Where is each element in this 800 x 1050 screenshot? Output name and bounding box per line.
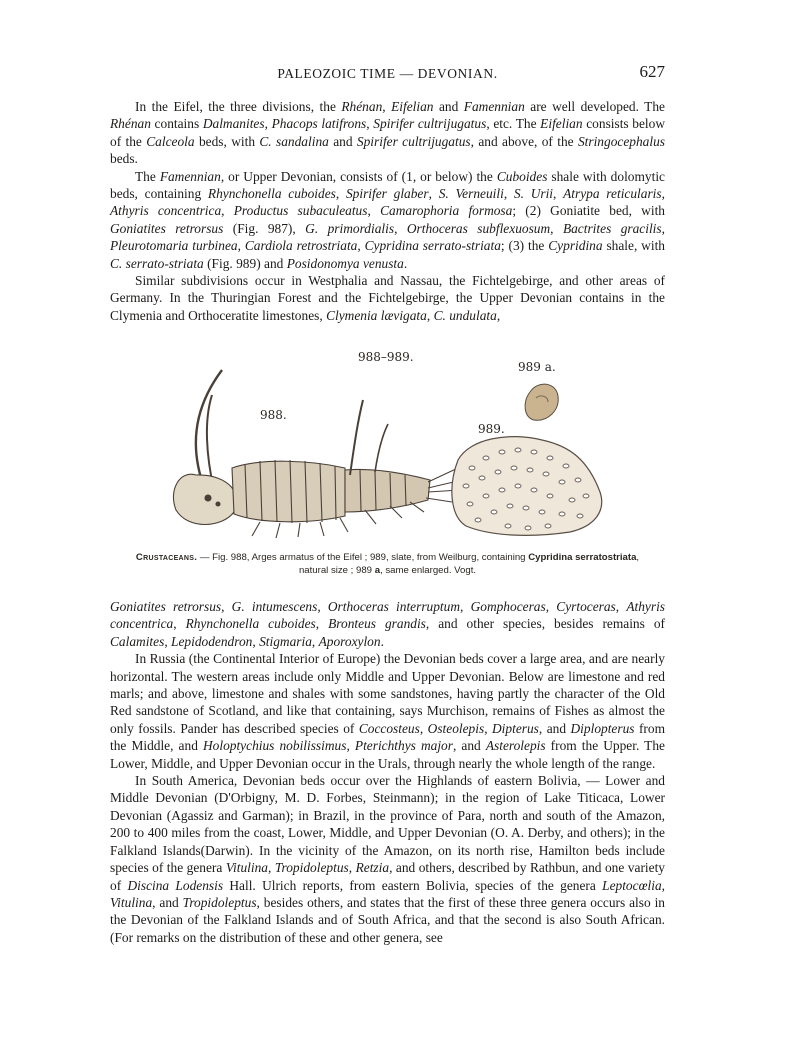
paragraph-germany-continued: Goniatites retrorsus, G. intumescens, Orthoceras interruptum, Gomphoceras, Cyrtoceras, Athyris concentrica, Rhynchonella cuboides, Bronteus grandis, and other species, besides remains of Calamites, Lepidodendron, Stigmaria, Aporoxylon. [110, 599, 666, 649]
paragraph-eifel-divisions: In the Eifel, the three divisions, the Rhénan, Eifelian and Famennian are well developed. The Rhénan contains Dalmanites, Phacops latifrons, Spirifer cultrijugatus, etc. The Eifelian consists below of the Calceola beds, with C. sandalina and Spirifer cultrijugatus, and above, of the Stringocephalus beds. [110, 99, 666, 167]
paragraph-famennian: The Famennian, or Upper Devonian, consists of (1, or below) the Cuboides shale with dolomytic beds, containing Rhynchonella cuboides, Spirifer glaber, S. Verneuili, S. Urii, Atrypa reticularis, Athyris concentrica, Productus subaculeatus, Camarophoria formosa; (2) Goniatite bed, with Goniatites retrorsus (Fig. 987), G. primordialis, Orthoceras subflexuosum, Bactrites gracilis, Pleurotomaria turbinea, Cardiola retrostriata, Cypridina serrato-striata; (3) the Cypridina shale, with C. serrato-striata (Fig. 989) and Posidonomya venusta. [110, 168, 665, 271]
arges-armatus-drawing [173, 370, 462, 538]
figure-caption: Crustaceans. — Fig. 988, Arges armatus of the Eifel ; 989, slate, from Weilburg, containing Cypridina serratostriata, natural size ; 989 a, same enlarged. Vogt. [135, 552, 640, 577]
page-number: 627 [639, 62, 665, 81]
page-header [110, 62, 665, 86]
fossil-illustration [110, 340, 665, 540]
paragraph-germany-subdivisions: Similar subdivisions occur in Westphalia and Nassau, the Fichtelgebirge, and other areas of Germany. In the Thuringian Forest and the Fichtelgebirge, the Upper Devonian contains in the Clymenia and Orthoceratite limestones, Clymenia lævigata, C. undulata, [110, 273, 665, 323]
paragraph-south-america: In South America, Devonian beds occur over the Highlands of eastern Bolivia, — Lower and Middle Devonian (D'Orbigny, M. D. Forbes, Steinmann); in the region of Lake Titicaca, Lower Devonian (Agassiz and Garman); in Brazil, in the province of Para, north and south of the Amazon, 200 to 400 miles from the coast, Lower, Middle, and Upper Devonian (O. A. Derby, and others); in the Falkland Islands(Darwin). In the vicinity of the Amazon, on its north rise, Hamilton beds include species of the genera Vitulina, Tropidoleptus, Retzia, and others, described by Rathbun, and one variety of Discina Lodensis Hall. Ulrich reports, from eastern Bolivia, species of the genera Leptocœlia, Vitulina, and Tropidoleptus, besides others, and states that the first of these three genera occurs also in the Devonian of the Falkland Islands and of South Africa, and that the second is also South African. (For remarks on the distribution of these and other genera, see [110, 773, 665, 945]
running-title: PALEOZOIC TIME — DEVONIAN. [277, 66, 498, 81]
figure-989a-label: 989 a. [518, 360, 556, 374]
figure-988-label: 988. [260, 408, 287, 422]
text-block-lower [110, 598, 665, 946]
text-block-upper [110, 98, 665, 324]
figure-988-989 [110, 340, 665, 540]
figure-989-label: 989. [478, 422, 505, 436]
slate-slab-drawing [452, 437, 602, 536]
paragraph-russia: In Russia (the Continental Interior of Europe) the Devonian beds cover a large area, and are nearly horizontal. The western areas include only Middle and Upper Devonian. Below are limestone and red marls; and above, limestone and shales with some sandstones, having partly the character of the Old Red sandstone of Scotland, and like that containing, says Murchison, remains of Fishes as almost the only fossils. Pander has described species of Coccosteus, Osteolepis, Dipterus, and Diplopterus from the Middle, and Holoptychius nobilissimus, Pterichthys major, and Asterolepis from the Upper. The Lower, Middle, and Upper Devonian occur in the Urals, through nearly the whole length of the range. [110, 651, 665, 771]
cypridina-enlarged-drawing [525, 384, 558, 420]
figure-group-label: 988–989. [358, 350, 414, 364]
